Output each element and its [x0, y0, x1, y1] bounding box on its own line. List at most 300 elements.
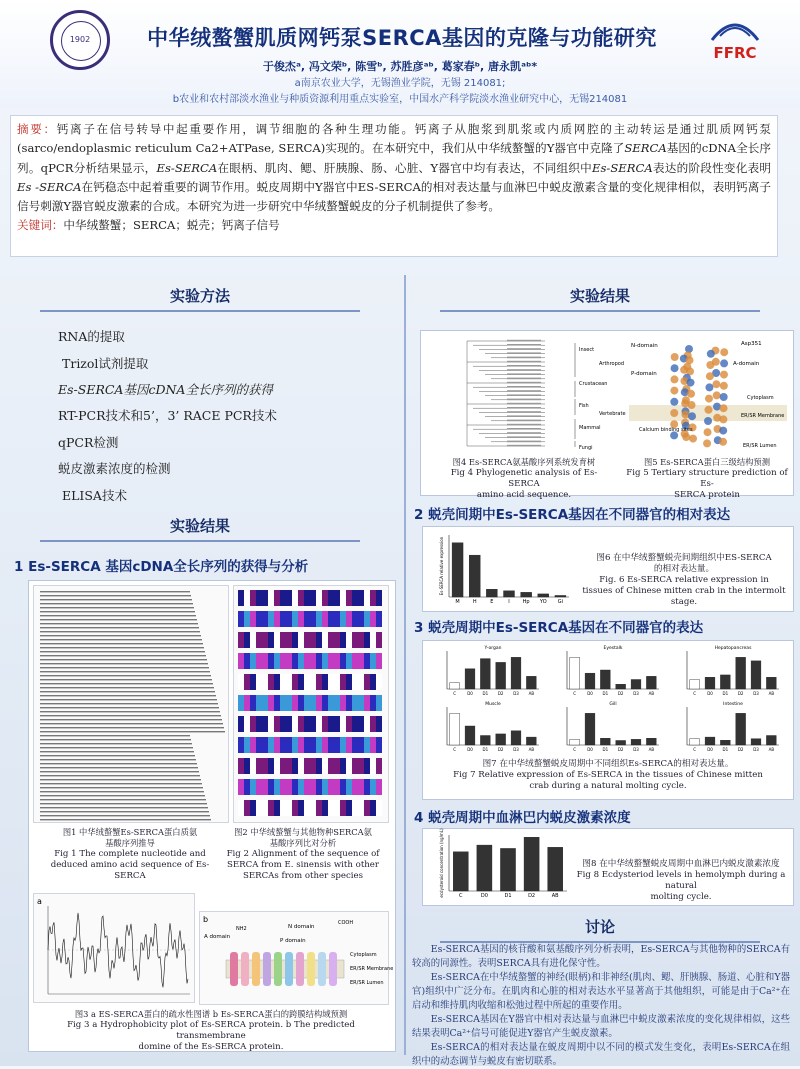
- alignment-cell: [376, 800, 382, 816]
- alignment-cell: [298, 716, 304, 732]
- alignment-cell: [376, 737, 382, 753]
- protein-residue: [670, 398, 678, 406]
- alignment-cell: [364, 779, 370, 795]
- protein-residue: [706, 361, 714, 369]
- alignment-cell: [238, 611, 244, 627]
- label-cooh: COOH: [338, 920, 354, 926]
- sequence-line: [40, 731, 225, 732]
- alignment-cell: [274, 695, 280, 711]
- alignment-cell: [286, 611, 292, 627]
- alignment-cell: [316, 695, 322, 711]
- tick-label: AB: [648, 691, 655, 696]
- transmembrane-helix: [274, 952, 282, 986]
- alignment-cell: [286, 758, 292, 774]
- fig1-sequence-image: [33, 585, 229, 823]
- sequence-line: [40, 671, 210, 672]
- fig5-caption: 图5 Es-SERCA蛋白三级结构预测 Fig 5 Tertiary structure prediction of Es- SERCA protein: [626, 457, 788, 500]
- sequence-line: [40, 659, 207, 660]
- discussion-para-1: Es-SERCA基因的核苷酸和氨基酸序列分析表明，Es-SERCA与其他物种的SERCA有较高的同源性。表明SERCA具有进化保守性。: [412, 944, 790, 969]
- tree-group-crustacean: Crustacean: [579, 381, 608, 387]
- alignment-cell: [310, 590, 316, 606]
- tick-label: D2: [617, 747, 624, 752]
- fig7-bar-charts: [427, 643, 789, 755]
- sequence-line: [40, 815, 210, 816]
- alignment-cell: [352, 695, 358, 711]
- protein-residue: [719, 415, 727, 423]
- alignment-cell: [328, 800, 334, 816]
- tick-label: M: [455, 599, 460, 605]
- alignment-cell: [268, 611, 274, 627]
- alignment-cell: [328, 590, 334, 606]
- alignment-cell: [340, 779, 346, 795]
- tree-leaf-label: [507, 445, 541, 447]
- alignment-cell: [370, 611, 376, 627]
- fig4-fig5-panel: [420, 330, 794, 500]
- alignment-cell: [340, 632, 346, 648]
- tree-leaf-label: [507, 403, 541, 405]
- tree-group-mammal: Mammal: [579, 425, 601, 431]
- alignment-cell: [364, 590, 370, 606]
- alignment-cell: [280, 653, 286, 669]
- alignment-cell: [316, 590, 322, 606]
- alignment-cell: [262, 779, 268, 795]
- panel-title: Eyestalk: [603, 646, 623, 651]
- abstract-gene-1: SERCA: [624, 141, 667, 156]
- bar-Gi: [555, 595, 566, 597]
- alignment-cell: [346, 737, 352, 753]
- result-subheading-2: 2 蜕壳间期中Es-SERCA基因在不同器官的相对表达: [414, 507, 731, 523]
- fig1-caption: 图1 中华绒螯蟹Es-SERCA蛋白质氨 基酸序列推导 Fig 1 The complete nucleotide and deduced amino acid sequence of Es- SERCA: [50, 827, 210, 881]
- alignment-cell: [370, 779, 376, 795]
- alignment-cell: [364, 653, 370, 669]
- abstract-text-4: 表达的阶段性变化表明: [652, 160, 772, 175]
- bar-H: [469, 555, 480, 597]
- alignment-cell: [256, 590, 262, 606]
- fig3a-hydrophobicity-plot: [33, 893, 195, 1003]
- alignment-cell: [238, 758, 244, 774]
- tree-leaf-label: [507, 369, 541, 371]
- alignment-cell: [280, 737, 286, 753]
- alignment-cell: [268, 695, 274, 711]
- alignment-cell: [376, 611, 382, 627]
- alignment-cell: [316, 800, 322, 816]
- discussion-heading: 讨论: [440, 913, 760, 943]
- alignment-cell: [286, 800, 292, 816]
- protein-residue: [671, 353, 679, 361]
- fig5-label-a-domain: A-domain: [733, 361, 760, 367]
- alignment-cell: [370, 632, 376, 648]
- alignment-cell: [262, 737, 268, 753]
- alignment-cell: [292, 716, 298, 732]
- alignment-cell: [328, 758, 334, 774]
- sequence-line: [40, 795, 205, 796]
- method-item-rna: RNA的提取: [58, 329, 125, 344]
- tick-label: D0: [467, 691, 473, 696]
- bar-D0: [585, 713, 595, 745]
- alignment-cell: [244, 716, 250, 732]
- alignment-cell: [250, 758, 256, 774]
- alignment-cell: [262, 653, 268, 669]
- alignment-cell: [250, 800, 256, 816]
- alignment-cell: [286, 737, 292, 753]
- alignment-cell: [328, 611, 334, 627]
- tree-leaf-label: [507, 399, 541, 401]
- alignment-cell: [358, 632, 364, 648]
- alignment-cell: [358, 611, 364, 627]
- protein-residue: [703, 439, 711, 447]
- alignment-cell: [352, 632, 358, 648]
- bar-AB: [646, 738, 656, 745]
- fig5-label-lumen: ER/SR Lumen: [743, 443, 777, 449]
- alignment-cell: [268, 737, 274, 753]
- fig2-alignment-image: [233, 585, 389, 823]
- alignment-cell: [340, 800, 346, 816]
- alignment-cell: [250, 590, 256, 606]
- sequence-line: [40, 623, 198, 624]
- sequence-line: [40, 739, 191, 740]
- sequence-line: [40, 759, 196, 760]
- alignment-cell: [334, 653, 340, 669]
- alignment-cell: [316, 737, 322, 753]
- affiliation-a: a南京农业大学，无锡渔业学院，无锡 214081;: [294, 78, 506, 89]
- fig5-label-p-domain: P-domain: [631, 371, 657, 377]
- alignment-cell: [340, 737, 346, 753]
- alignment-cell: [244, 611, 250, 627]
- tick-label: D2: [617, 691, 624, 696]
- fig3b-panel-label: b: [203, 915, 209, 924]
- alignment-cell: [292, 779, 298, 795]
- alignment-cell: [280, 590, 286, 606]
- tree-leaf-label: [507, 432, 541, 434]
- tree-leaf-label: [507, 373, 541, 375]
- bar-D2: [496, 734, 506, 745]
- alignment-cell: [352, 737, 358, 753]
- tick-label: D2: [497, 747, 504, 752]
- alignment-cell: [262, 590, 268, 606]
- method-item-elisa: ELISA技术: [62, 488, 127, 503]
- alignment-cell: [376, 632, 382, 648]
- sequence-line: [40, 819, 211, 820]
- sequence-line: [40, 651, 205, 652]
- sequence-line: [40, 727, 224, 728]
- alignment-cell: [280, 800, 286, 816]
- tree-leaf-label: [507, 365, 541, 367]
- alignment-cell: [244, 632, 250, 648]
- tick-label: AB: [528, 691, 535, 696]
- alignment-cell: [268, 653, 274, 669]
- sequence-line: [40, 791, 204, 792]
- alignment-cell: [334, 674, 340, 690]
- alignment-cell: [376, 779, 382, 795]
- abstract-gene-3: Es-SERCA: [592, 160, 653, 175]
- sequence-line: [40, 747, 193, 748]
- label-cytoplasm: Cytoplasm: [350, 952, 377, 958]
- alignment-cell: [304, 695, 310, 711]
- fig8-bar-chart: [427, 828, 577, 903]
- tick-label: D1: [602, 747, 609, 752]
- ffrc-logo-text: FFRC: [713, 44, 757, 62]
- tick-label: D3: [513, 691, 519, 696]
- transmembrane-helix: [263, 952, 271, 986]
- alignment-cell: [304, 737, 310, 753]
- tick-label: AB: [551, 893, 559, 899]
- alignment-cell: [322, 674, 328, 690]
- alignment-cell: [322, 800, 328, 816]
- tree-leaf-label: [507, 424, 541, 426]
- sequence-line: [40, 719, 222, 720]
- bar-D3: [511, 657, 521, 689]
- abstract-box: [10, 115, 778, 257]
- tick-label: C: [453, 747, 457, 752]
- alignment-cell: [292, 611, 298, 627]
- sequence-line: [40, 679, 212, 680]
- alignment-cell: [268, 716, 274, 732]
- sequence-line: [40, 799, 206, 800]
- alignment-cell: [322, 716, 328, 732]
- alignment-cell: [364, 758, 370, 774]
- protein-residue: [671, 364, 679, 372]
- tick-label: C: [573, 747, 577, 752]
- alignment-cell: [286, 674, 292, 690]
- sequence-line: [40, 663, 208, 664]
- alignment-cell: [346, 632, 352, 648]
- panel-title: Intestine: [723, 702, 743, 707]
- tick-label: D0: [707, 747, 713, 752]
- sequence-line: [40, 783, 202, 784]
- sequence-line: [40, 711, 220, 712]
- alignment-cell: [244, 800, 250, 816]
- discussion-para-3: Es-SERCA基因在Y器官中相对表达量与血淋巴中蜕皮激素浓度的变化规律相似，这些结果表明Ca²⁺信号可能促进Y器官产生蜕皮激素。: [412, 1014, 790, 1039]
- bar-D2: [524, 837, 539, 891]
- abstract-text-2: 基因的cDNA全长序列。qPCR分析结果显示，: [17, 141, 771, 175]
- alignment-cell: [250, 653, 256, 669]
- alignment-cell: [328, 779, 334, 795]
- bar-D3: [631, 739, 641, 745]
- alignment-cell: [334, 590, 340, 606]
- sequence-line: [40, 703, 218, 704]
- alignment-cell: [352, 653, 358, 669]
- alignment-cell: [286, 779, 292, 795]
- abstract-gene-2: Es-SERCA: [156, 160, 218, 175]
- poster-header: [0, 0, 800, 108]
- sequence-line: [40, 687, 214, 688]
- sequence-line: [40, 691, 215, 692]
- protein-residue: [706, 372, 714, 380]
- tree-leaf-label: [507, 348, 541, 350]
- sequence-line: [40, 811, 209, 812]
- alignment-cell: [274, 611, 280, 627]
- alignment-cell: [316, 779, 322, 795]
- transmembrane-helix: [230, 952, 238, 986]
- alignment-cell: [328, 653, 334, 669]
- alignment-cell: [292, 590, 298, 606]
- protein-residue: [682, 433, 690, 441]
- alignment-cell: [268, 674, 274, 690]
- tick-label: D2: [497, 691, 504, 696]
- tick-label: D0: [480, 893, 488, 899]
- tick-label: AB: [768, 747, 775, 752]
- tick-label: Hp: [522, 599, 530, 605]
- tree-leaf-label: [507, 361, 541, 363]
- protein-residue: [720, 371, 728, 379]
- alignment-cell: [346, 716, 352, 732]
- bar-C: [690, 739, 700, 745]
- alignment-cell: [244, 674, 250, 690]
- alignment-cell: [256, 674, 262, 690]
- alignment-cell: [358, 653, 364, 669]
- alignment-cell: [256, 800, 262, 816]
- protein-residue: [688, 401, 696, 409]
- tick-label: D1: [722, 747, 729, 752]
- alignment-cell: [376, 674, 382, 690]
- figure-panel-left: [28, 580, 396, 1052]
- protein-residue: [720, 393, 728, 401]
- alignment-cell: [274, 800, 280, 816]
- tick-label: C: [459, 893, 463, 899]
- alignment-cell: [328, 716, 334, 732]
- alignment-cell: [346, 800, 352, 816]
- alignment-cell: [358, 758, 364, 774]
- bar-D0: [705, 737, 715, 745]
- alignment-cell: [298, 758, 304, 774]
- alignment-cell: [322, 590, 328, 606]
- sequence-line: [40, 779, 201, 780]
- alignment-cell: [310, 737, 316, 753]
- transmembrane-helix: [241, 952, 249, 986]
- bar-C: [570, 739, 580, 745]
- alignment-cell: [292, 800, 298, 816]
- sequence-line: [40, 715, 221, 716]
- alignment-cell: [322, 779, 328, 795]
- panel-title: Y-organ: [484, 646, 502, 651]
- result-subheading-1: 1 Es-SERCA 基因cDNA全长序列的获得与分析: [14, 559, 309, 575]
- alignment-cell: [328, 737, 334, 753]
- tick-label: D1: [722, 691, 729, 696]
- bar-D2: [736, 713, 746, 745]
- bar-D2: [736, 657, 746, 689]
- tick-label: D0: [587, 691, 593, 696]
- alignment-cell: [352, 611, 358, 627]
- alignment-cell: [292, 674, 298, 690]
- alignment-cell: [298, 695, 304, 711]
- alignment-cell: [340, 590, 346, 606]
- alignment-cell: [298, 674, 304, 690]
- alignment-cell: [298, 737, 304, 753]
- tick-label: D3: [633, 691, 639, 696]
- alignment-cell: [340, 695, 346, 711]
- alignment-cell: [280, 716, 286, 732]
- alignment-cell: [286, 632, 292, 648]
- alignment-cell: [334, 779, 340, 795]
- sequence-line: [40, 675, 211, 676]
- bar-C: [690, 680, 700, 689]
- alignment-cell: [304, 674, 310, 690]
- bar-D3: [511, 731, 521, 745]
- alignment-cell: [352, 779, 358, 795]
- bar-D3: [751, 661, 761, 689]
- column-divider: [404, 275, 406, 1055]
- alignment-cell: [250, 674, 256, 690]
- alignment-cell: [238, 590, 244, 606]
- fig3-caption: 图3 a ES-SERCA蛋白的疏水性图谱 b Es-SERCA蛋白的跨膜结构域预测 Fig 3 a Hydrophobicity plot of Es-SERCA protein. b The predicted transmembrane domine of the Es-SERCA protein.: [67, 1009, 355, 1052]
- tick-label: AB: [768, 691, 775, 696]
- fig5-label-n-domain: N-domain: [631, 343, 658, 349]
- alignment-cell: [310, 611, 316, 627]
- alignment-cell: [244, 590, 250, 606]
- alignment-cell: [334, 695, 340, 711]
- alignment-cell: [292, 758, 298, 774]
- alignment-cell: [298, 800, 304, 816]
- discussion-para-4: Es-SERCA的相对表达量在蜕皮周期中以不同的模式发生变化，表明Es-SERCA在组织中的动态调节与蜕皮有密切联系。: [412, 1042, 790, 1067]
- alignment-cell: [316, 611, 322, 627]
- sequence-line: [40, 635, 201, 636]
- fig7-caption: 图7 在中华绒螯蟹蜕皮周期中不同组织Es-SERCA的相对表达量。 Fig 7 Relative expression of Es-SERCA in the tissues of Chinese mitten crab during a natural molting cycle.: [453, 759, 763, 791]
- tree-group-fish: Fish: [579, 403, 589, 409]
- alignment-cell: [238, 716, 244, 732]
- sequence-line: [40, 755, 195, 756]
- results-heading-left: 实验结果: [40, 512, 360, 542]
- fig4-caption: 图4 Es-SERCA氨基酸序列系统发育树 Fig 4 Phylogenetic analysis of Es-SERCA amino acid sequence.: [450, 457, 598, 500]
- sequence-line: [40, 751, 194, 752]
- bar-D2: [616, 684, 626, 689]
- alignment-cell: [238, 737, 244, 753]
- alignment-cell: [292, 653, 298, 669]
- bar-D0: [465, 726, 475, 745]
- protein-residue: [704, 406, 712, 414]
- sequence-line: [40, 763, 197, 764]
- alignment-cell: [280, 758, 286, 774]
- panel-title: Hepatopancreas: [714, 646, 752, 651]
- alignment-cell: [280, 779, 286, 795]
- tick-label: C: [693, 691, 697, 696]
- affiliation-b: b农业和农村部淡水渔业与种质资源利用重点实验室，中国水产科学院淡水渔业研究中心，无锡214081: [172, 94, 628, 105]
- y-axis-label: Es-SERCA relative expression: [439, 536, 444, 596]
- method-item-qpcr: qPCR检测: [58, 435, 119, 450]
- alignment-cell: [280, 611, 286, 627]
- alignment-cell: [268, 632, 274, 648]
- tree-leaf-label: [507, 415, 541, 417]
- alignment-cell: [262, 716, 268, 732]
- transmembrane-helix: [296, 952, 304, 986]
- alignment-cell: [334, 800, 340, 816]
- method-item-trizol: Trizol试剂提取: [62, 356, 149, 371]
- alignment-cell: [358, 590, 364, 606]
- alignment-cell: [238, 674, 244, 690]
- ffrc-logo: [692, 14, 778, 70]
- alignment-cell: [346, 590, 352, 606]
- sequence-line: [40, 615, 196, 616]
- abstract-text-5: 在钙稳态中起着重要的调节作用。蜕皮周期中Y器官中ES-SERCA的相对表达量与血淋巴中蜕皮激素含量的变化规律相似，表明钙离子信号刺激Y器官蜕皮激素的合成。本研究为进一步研究中华绒螯蟹蜕皮的分子机制提供了参考。: [17, 179, 771, 214]
- alignment-cell: [310, 695, 316, 711]
- result-subheading-4: 4 蜕壳周期中血淋巴内蜕皮激素浓度: [414, 810, 631, 826]
- abstract-label: 摘要：: [17, 122, 57, 136]
- alignment-cell: [244, 737, 250, 753]
- sequence-line: [40, 771, 199, 772]
- sequence-line: [40, 647, 204, 648]
- alignment-cell: [286, 695, 292, 711]
- tick-label: AB: [648, 747, 655, 752]
- author-list: 于俊杰ᵃ, 冯文荣ᵇ, 陈雪ᵇ, 苏胜彦ᵃᵇ, 葛家春ᵇ, 唐永凯ᵃᵇ*: [262, 60, 538, 73]
- alignment-cell: [250, 779, 256, 795]
- alignment-cell: [256, 779, 262, 795]
- protein-residue: [688, 412, 696, 420]
- bar-D1: [720, 675, 730, 689]
- tick-label: YO: [539, 599, 547, 605]
- tree-leaf-label: [507, 394, 541, 396]
- tick-label: C: [693, 747, 697, 752]
- alignment-cell: [292, 632, 298, 648]
- protein-residue: [707, 350, 715, 358]
